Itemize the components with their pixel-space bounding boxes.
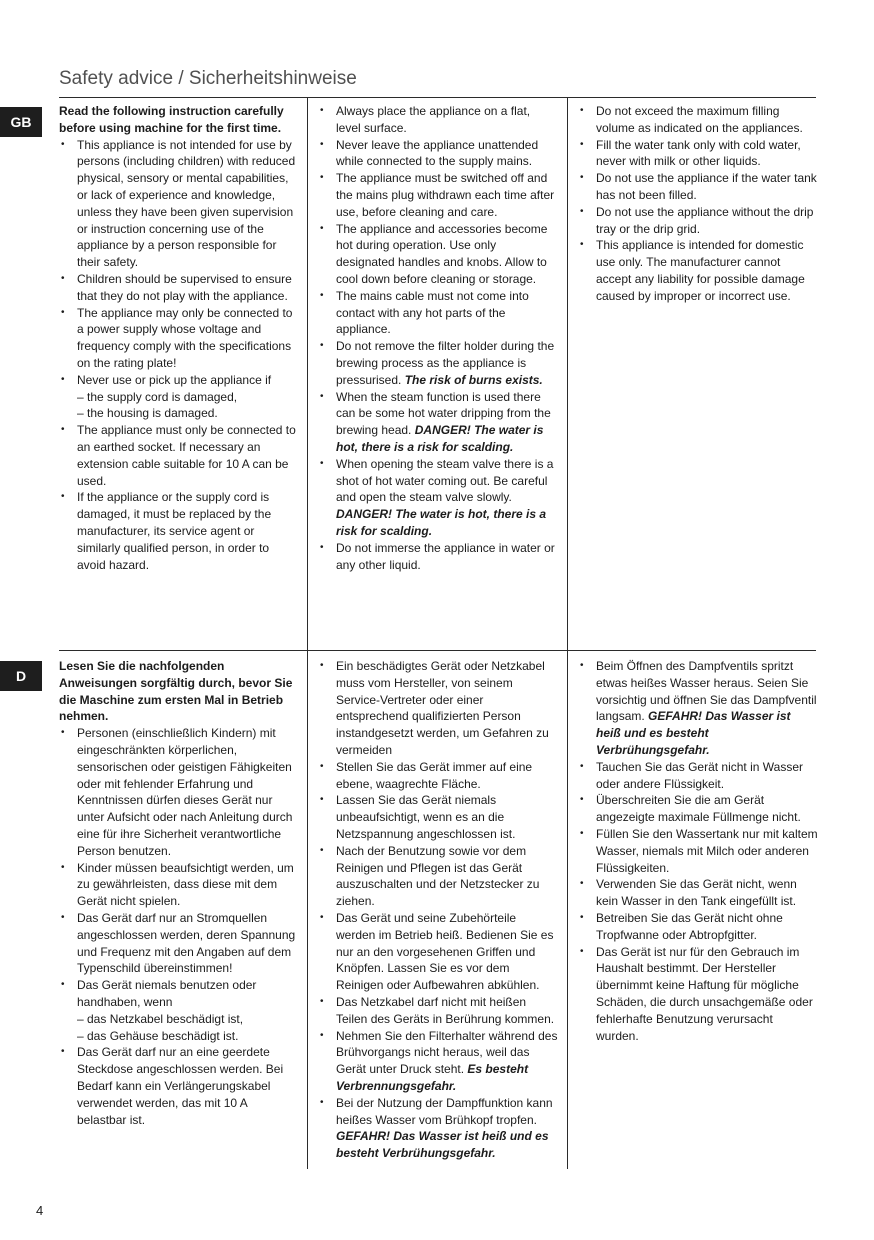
list-item: • Children should be supervised to ensure that they do not play with the appliance. <box>59 271 299 305</box>
list-item: • Lassen Sie das Gerät niemals unbeaufsichtigt, wenn es an die Netzspannung angeschlossen ist. <box>318 792 558 842</box>
intro-text: Read the following instruction carefully before using machine for the first time. <box>59 104 284 135</box>
list-item: • Verwenden Sie das Gerät nicht, wenn kein Wasser in den Tank eingefüllt ist. <box>578 876 818 910</box>
list-item: • Das Gerät niemals benutzen oder handhaben, wenn – das Netzkabel beschädigt ist, – das Gehäuse beschädigt ist. <box>59 977 299 1044</box>
list-item: • Füllen Sie den Wassertank nur mit kaltem Wasser, niemals mit Milch oder anderen Flüssigkeiten. <box>578 826 818 876</box>
list-item: • Bei der Nutzung der Dampffunktion kann heißes Wasser vom Brühkopf tropfen. GEFAHR! Das Wasser ist heiß und es besteht Verbrühungsgefahr. <box>318 1095 558 1162</box>
list-item: • Kinder müssen beaufsichtigt werden, um zu gewährleisten, dass diese mit dem Gerät nicht spielen. <box>59 860 299 910</box>
bullet-list <box>578 103 818 305</box>
list-item: • Nach der Benutzung sowie vor dem Reinigen und Pflegen ist das Gerät auszuschalten und der Netzstecker zu ziehen. <box>318 843 558 910</box>
list-item: • Stellen Sie das Gerät immer auf eine ebene, waagrechte Fläche. <box>318 759 558 793</box>
gb-column-1 <box>59 103 299 573</box>
bullet-list <box>318 658 558 1162</box>
language-tag-d: D <box>0 661 42 691</box>
warning-text: The risk of burns exists. <box>404 372 543 387</box>
d-column-1 <box>59 658 299 1128</box>
bullet-list <box>578 658 818 1044</box>
warning-text: GEFAHR! Das Wasser ist heiß und es besteht Verbrühungsgefahr. <box>596 709 791 757</box>
list-item: • Betreiben Sie das Gerät nicht ohne Tropfwanne oder Abtropfgitter. <box>578 910 818 944</box>
d-column-3 <box>578 658 818 1044</box>
list-item: • Do not exceed the maximum filling volume as indicated on the appliances. <box>578 103 818 137</box>
bullet-list <box>59 137 299 574</box>
list-item: • Do not immerse the appliance in water or any other liquid. <box>318 540 556 574</box>
list-item: • Das Gerät darf nur an eine geerdete Steckdose angeschlossen werden. Bei Bedarf kann ein Verlängerungskabel verwendet werden, das mit 10 A belastbar ist. <box>59 1044 299 1128</box>
list-item: • Das Netzkabel darf nicht mit heißen Teilen des Geräts in Berührung kommen. <box>318 994 558 1028</box>
column-divider <box>567 98 568 650</box>
warning-text: DANGER! The water is hot, there is a risk for scalding. <box>336 507 547 538</box>
list-item: • Das Gerät darf nur an Stromquellen angeschlossen werden, deren Spannung und Frequenz mit den Angaben auf dem Typenschild übereinstimmen! <box>59 910 299 977</box>
page-number: 4 <box>36 1203 44 1218</box>
list-item: • The appliance must be switched off and the mains plug withdrawn each time after use, before cleaning and care. <box>318 170 556 220</box>
page-title: Safety advice / Sicherheitshinweise <box>59 68 357 89</box>
list-item: • Nehmen Sie den Filterhalter während des Brühvorgangs nicht heraus, weil das Gerät unter Druck steht. Es besteht Verbrennungsgefahr. <box>318 1028 558 1095</box>
bullet-list <box>318 103 556 573</box>
column-divider <box>307 651 308 1169</box>
list-item: • Personen (einschließlich Kindern) mit eingeschränkten körperlichen, sensorischen oder geistigen Fähigkeiten oder mit fehlender Erfahrung und Kenntnissen dürfen dieses Gerät nur unter Aufsicht oder nach Anleitung durch eine für ihre Sicherheit verantwortliche Person benutzen. <box>59 725 299 859</box>
list-item: • The appliance must only be connected to an earthed socket. If necessary an extension cable suitable for 10 A can be used. <box>59 422 299 489</box>
list-item: • Das Gerät ist nur für den Gebrauch im Haushalt bestimmt. Der Hersteller übernimmt keine Haftung für mögliche Schäden, die durch unsachgemäße oder fehlerhafte Benutzung verursacht wurden. <box>578 944 818 1045</box>
list-item: • The appliance may only be connected to a power supply whose voltage and frequency comply with the specifications on the rating plate! <box>59 305 299 372</box>
gb-column-2 <box>318 103 556 573</box>
list-item: • Beim Öffnen des Dampfventils spritzt etwas heißes Wasser heraus. Seien Sie vorsichtig und öffnen Sie das Dampfventil langsam. GEFAHR! Das Wasser ist heiß und es besteht Verbrühungsgefahr. <box>578 658 818 759</box>
list-item: • Tauchen Sie das Gerät nicht in Wasser oder andere Flüssigkeit. <box>578 759 818 793</box>
list-item: • The appliance and accessories become hot during operation. Use only designated handles and knobs. Allow to cool down before cleaning or storage. <box>318 221 556 288</box>
list-item: • When the steam function is used there can be some hot water dripping from the brewing head. DANGER! The water is hot, there is a risk for scalding. <box>318 389 556 456</box>
list-item: • Never leave the appliance unattended while connected to the supply mains. <box>318 137 556 171</box>
list-item: • Fill the water tank only with cold water, never with milk or other liquids. <box>578 137 818 171</box>
intro-text: Lesen Sie die nachfolgenden Anweisungen sorgfältig durch, bevor Sie die Maschine zum ersten Mal in Betrieb nehmen. <box>59 659 293 724</box>
list-item: • Ein beschädigtes Gerät oder Netzkabel muss vom Hersteller, von seinem Service-Vertreter oder einer entsprechend qualifizierten Person instandgesetzt werden, um Gefahren zu vermeiden <box>318 658 558 759</box>
section-divider-middle <box>59 650 816 651</box>
warning-text: GEFAHR! Das Wasser ist heiß und es besteht Verbrühungsgefahr. <box>336 1129 549 1161</box>
list-item: • This appliance is not intended for use by persons (including children) with reduced physical, sensory or mental capabilities, or lack of experience and knowledge, unless they have been given supervision or instruction concerning use of the appliance by a person responsible for their safety. <box>59 137 299 271</box>
list-item: • Always place the appliance on a flat, level surface. <box>318 103 556 137</box>
list-item: • Do not use the appliance without the drip tray or the drip grid. <box>578 204 818 238</box>
column-divider <box>567 651 568 1169</box>
column-divider <box>307 98 308 650</box>
gb-column-3 <box>578 103 818 305</box>
list-item: • Überschreiten Sie die am Gerät angezeigte maximale Füllmenge nicht. <box>578 792 818 826</box>
list-item: • When opening the steam valve there is a shot of hot water coming out. Be careful and open the steam valve slowly. DANGER! The water is hot, there is a risk for scalding. <box>318 456 556 540</box>
bullet-list <box>59 725 299 1128</box>
language-tag-gb: GB <box>0 107 42 137</box>
list-item: • If the appliance or the supply cord is damaged, it must be replaced by the manufacturer, its service agent or similarly qualified person, in order to avoid hazard. <box>59 489 299 573</box>
d-column-2 <box>318 658 558 1162</box>
list-item: • Das Gerät und seine Zubehörteile werden im Betrieb heiß. Bedienen Sie es nur an den vorgesehenen Griffen und Knöpfen. Lassen Sie es vor dem Reinigen oder Aufbewahren abkühlen. <box>318 910 558 994</box>
warning-text: Es besteht Verbrennungsgefahr. <box>336 1062 529 1093</box>
list-item: • Do not remove the filter holder during the brewing process as the appliance is pressurised. The risk of burns exists. <box>318 338 556 388</box>
section-divider-top <box>59 97 816 98</box>
list-item: • Never use or pick up the appliance if – the supply cord is damaged, – the housing is damaged. <box>59 372 299 422</box>
list-item: • This appliance is intended for domestic use only. The manufacturer cannot accept any liability for possible damage caused by improper or incorrect use. <box>578 237 818 304</box>
list-item: • The mains cable must not come into contact with any hot parts of the appliance. <box>318 288 556 338</box>
list-item: • Do not use the appliance if the water tank has not been filled. <box>578 170 818 204</box>
warning-text: DANGER! The water is hot, there is a risk for scalding. <box>336 423 544 454</box>
